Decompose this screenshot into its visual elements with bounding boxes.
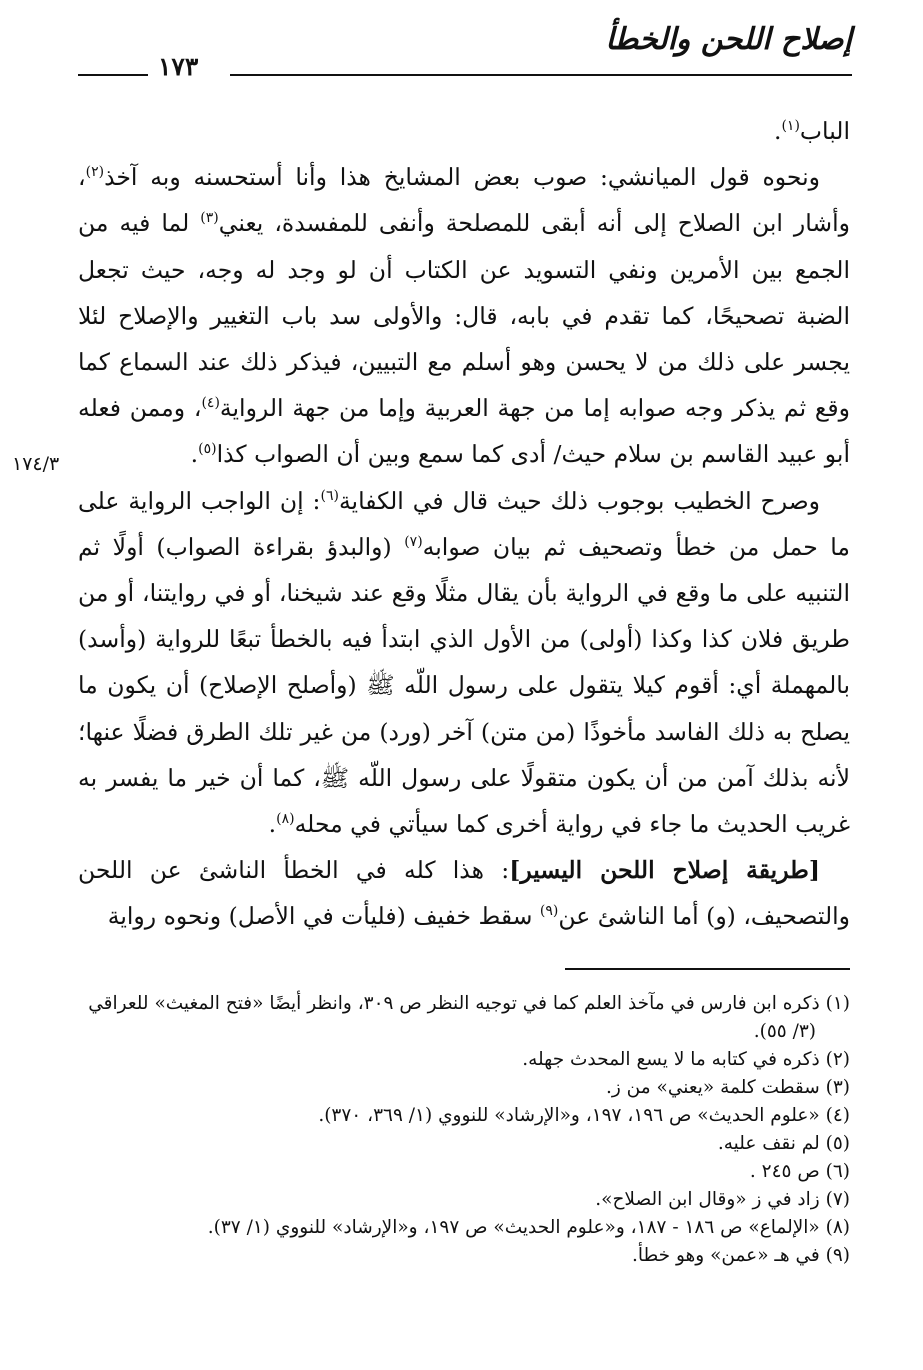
footnote-marker: (٤) bbox=[201, 395, 220, 412]
punctuation: . bbox=[268, 810, 277, 839]
paragraph-text: سقط خفيف (فليأت في الأصل) ونحوه رواية bbox=[107, 902, 540, 931]
header-rule-short bbox=[78, 74, 148, 76]
paragraph-text: ، وممن فعله أبو عبيد القاسم بن سلام حيث/ أدى كما سمع وبين أن الصواب كذا bbox=[78, 394, 850, 469]
punctuation: . bbox=[773, 117, 782, 145]
footnote-marker: (٩) bbox=[539, 903, 559, 920]
footnote-separator bbox=[565, 968, 850, 970]
footnote: (٢) ذكره في كتابه ما لا يسع المحدث جهله. bbox=[522, 1049, 850, 1070]
footnote-marker: (٥) bbox=[198, 441, 217, 458]
page-header bbox=[70, 22, 852, 82]
paragraph-text: : هذا كله في الخطأ الناشئ عن اللحن والتصحيف، (و) أما الناشئ عن bbox=[78, 856, 850, 931]
footnote: (١) ذكره ابن فارس في مآخذ العلم كما في توجيه النظر ص ٣٠٩، وانظر أيضًا «فتح المغيث» للعراقي (٣/ ٥٥). bbox=[88, 993, 850, 1042]
paragraph-text: الباب bbox=[799, 117, 850, 145]
footnote: (٤) «علوم الحديث» ص ١٩٦، ١٩٧، و«الإرشاد» للنووي (١/ ٣٦٩، ٣٧٠). bbox=[318, 1105, 850, 1126]
paragraph-text: (والبدؤ بقراءة الصواب) أولًا ثم التنبيه على ما وقع في الرواية بأن يقال مثلًا وقع عند شيخنا، أو في روايتنا، أو من طريق فلان كذا وكذا (أولى) من الأول الذي ابتدأ فيه بالخطأ تبعًا للرواية (وأسد) بالمهملة أي: أقوم كيلا يتقول على رسول اللّه ﷺ (وأصلح الإصلاح) أن يكون ما يصلح به ذلك الفاسد مأخوذًا (من متن) آخر (ورد) من غير تلك الطرق فضلًا عنها؛ لأنه بذلك آمن من أن يكون متقولًا على رسول اللّه ﷺ، كما أن خير ما يفسر به غريب الحديث ما جاء في رواية أخرى كما سيأتي في محله bbox=[78, 532, 850, 839]
footnote-marker: (٨) bbox=[276, 811, 295, 828]
paragraph-text: وصرح الخطيب بوجوب ذلك حيث قال في الكفاية bbox=[338, 486, 820, 515]
footnote-marker: (٢) bbox=[85, 164, 105, 181]
main-text bbox=[78, 108, 850, 940]
footnote: (٩) في هـ «عمن» وهو خطأ. bbox=[631, 1245, 850, 1266]
paragraph-text: لما فيه من الجمع بين الأمرين ونفي التسويد عن الكتاب أن لو وجد له وجه، حيث تجعل الضبة تصحيحًا، كما تقدم في بابه، قال: والأولى سد باب التغيير والإصلاح لئلا يجسر على ذلك من لا يحسن وهو أسلم مع التبيين، فيذكر ذلك عند السماع كما وقع ثم يذكر وجه صوابه إما من جهة العربية وإما من جهة الرواية bbox=[78, 209, 850, 423]
paragraph-text: ، وأشار ابن الصلاح إلى أنه أبقى للمصلحة وأنفى للمفسدة، يعني bbox=[78, 163, 851, 238]
footnote: (٣) سقطت كلمة «يعني» من ز. bbox=[605, 1077, 850, 1098]
punctuation: . bbox=[190, 440, 199, 469]
running-title: إصلاح اللحن والخطأ bbox=[605, 22, 852, 57]
paragraph-3 bbox=[78, 478, 850, 848]
paragraph-2 bbox=[78, 154, 850, 477]
footnote: (٨) «الإلماع» ص ١٨٦ - ١٨٧، و«علوم الحديث» ص ١٩٧، و«الإرشاد» للنووي (١/ ٣٧). bbox=[207, 1217, 850, 1238]
paragraph-text: : إن الواجب الرواية على ما حمل من خطأ وتصحيف ثم بيان صوابه bbox=[78, 486, 850, 561]
paragraph-4 bbox=[78, 847, 850, 939]
margin-page-reference: ١٧٤/٣ bbox=[12, 453, 60, 475]
paragraph-1 bbox=[78, 108, 850, 154]
footnote: (٧) زاد في ز «وقال ابن الصلاح». bbox=[595, 1189, 850, 1210]
page-number: ١٧٣ bbox=[158, 52, 199, 81]
paragraph-text: ونحوه قول الميانشي: صوب بعض المشايخ هذا وأنا أستحسنه وبه آخذ bbox=[104, 163, 820, 192]
footnote-marker: (٣) bbox=[200, 210, 219, 227]
footnote-marker: (٦) bbox=[320, 487, 339, 504]
footnote: (٦) ص ٢٤٥ . bbox=[749, 1161, 850, 1182]
footnotes bbox=[78, 990, 850, 1270]
section-heading: [طريقة إصلاح اللحن اليسير] bbox=[509, 856, 820, 885]
footnote-marker: (٧) bbox=[404, 534, 423, 550]
header-rule bbox=[230, 74, 852, 76]
footnote-marker: (١) bbox=[781, 118, 800, 135]
footnote: (٥) لم نقف عليه. bbox=[717, 1133, 850, 1154]
